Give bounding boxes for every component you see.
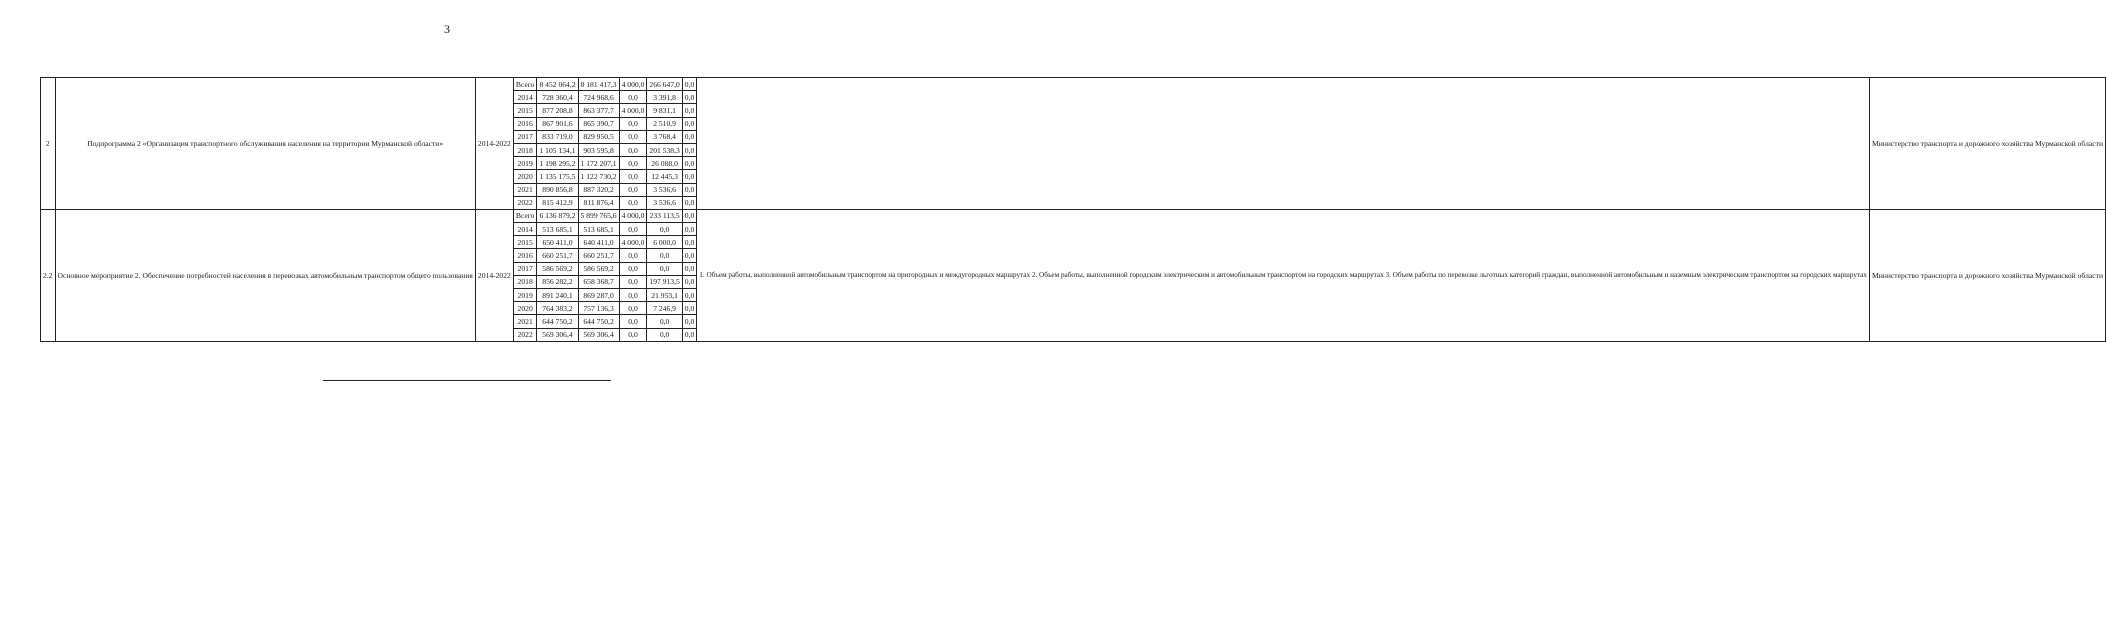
cell-amount: 201 538,3 <box>647 143 682 156</box>
cell-amount: 0,0 <box>682 236 697 249</box>
cell-amount: 6 000,0 <box>647 236 682 249</box>
cell-amount: 891 240,1 <box>537 289 578 302</box>
cell-amount: 0,0 <box>619 183 647 196</box>
cell-responsible: Министерство транспорта и дорожного хозяйства Мурманской области <box>1869 78 2105 210</box>
cell-amount: 728 360,4 <box>537 91 578 104</box>
cell-amount: 1 135 175,5 <box>537 170 578 183</box>
cell-name: Подпрограмма 2 «Организация транспортного обслуживания населения на территории Мурманской области» <box>55 78 475 210</box>
cell-amount: 4 000,0 <box>619 209 647 222</box>
cell-amount: 8 452 064,2 <box>537 78 578 91</box>
cell-responsible: Министерство транспорта и дорожного хозяйства Мурманской области <box>1869 209 2105 341</box>
cell-amount: 0,0 <box>619 249 647 262</box>
cell-amount: 21 953,1 <box>647 289 682 302</box>
cell-amount: 0,0 <box>682 130 697 143</box>
cell-num: 2.2 <box>41 209 56 341</box>
cell-amount: 0,0 <box>682 315 697 328</box>
cell-amount: 0,0 <box>647 249 682 262</box>
cell-amount: 644 750,2 <box>537 315 578 328</box>
cell-amount: 569 306,4 <box>578 328 619 341</box>
cell-amount: 0,0 <box>619 170 647 183</box>
cell-amount: 0,0 <box>682 223 697 236</box>
cell-amount: 6 136 879,2 <box>537 209 578 222</box>
cell-year: 2015 <box>513 104 537 117</box>
cell-amount: 0,0 <box>619 196 647 209</box>
cell-amount: 7 246,9 <box>647 302 682 315</box>
budget-table <box>40 77 2106 342</box>
cell-year: 2019 <box>513 157 537 170</box>
cell-amount: 0,0 <box>682 183 697 196</box>
cell-amount: 0,0 <box>682 302 697 315</box>
cell-amount: 0,0 <box>682 143 697 156</box>
cell-amount: 890 856,8 <box>537 183 578 196</box>
cell-amount: 869 287,0 <box>578 289 619 302</box>
cell-amount: 0,0 <box>619 117 647 130</box>
cell-amount: 2 510,9 <box>647 117 682 130</box>
cell-amount: 660 251,7 <box>537 249 578 262</box>
cell-amount: 1 105 134,1 <box>537 143 578 156</box>
cell-amount: 1 122 730,2 <box>578 170 619 183</box>
cell-amount: 0,0 <box>619 130 647 143</box>
cell-amount: 877 208,8 <box>537 104 578 117</box>
cell-period: 2014-2022 <box>475 78 513 210</box>
cell-year: 2016 <box>513 249 537 262</box>
cell-amount: 12 445,3 <box>647 170 682 183</box>
table-row <box>41 78 2106 91</box>
cell-amount: 266 647,0 <box>647 78 682 91</box>
cell-amount: 0,0 <box>619 328 647 341</box>
cell-amount: 0,0 <box>619 315 647 328</box>
cell-amount: 856 282,2 <box>537 275 578 288</box>
cell-num: 2 <box>41 78 56 210</box>
cell-amount: 5 899 765,6 <box>578 209 619 222</box>
cell-year: 2017 <box>513 262 537 275</box>
cell-amount: 863 377,7 <box>578 104 619 117</box>
cell-amount: 0,0 <box>647 262 682 275</box>
cell-amount: 865 390,7 <box>578 117 619 130</box>
cell-amount: 0,0 <box>682 275 697 288</box>
cell-amount: 586 569,2 <box>537 262 578 275</box>
cell-amount: 0,0 <box>619 275 647 288</box>
cell-amount: 0,0 <box>682 249 697 262</box>
cell-amount: 4 000,0 <box>619 236 647 249</box>
cell-amount: 658 368,7 <box>578 275 619 288</box>
page-number: 3 <box>444 22 450 36</box>
cell-amount: 903 595,8 <box>578 143 619 156</box>
cell-amount: 0,0 <box>682 78 697 91</box>
cell-amount: 0,0 <box>682 157 697 170</box>
cell-year: 2021 <box>513 315 537 328</box>
cell-amount: 660 251,7 <box>578 249 619 262</box>
cell-amount: 0,0 <box>647 328 682 341</box>
cell-name: Основное мероприятие 2. Обеспечение потребностей населения в перевозках автомобильным транспортом общего пользования <box>55 209 475 341</box>
cell-year: 2015 <box>513 236 537 249</box>
cell-amount: 764 383,2 <box>537 302 578 315</box>
cell-amount: 4 000,0 <box>619 104 647 117</box>
cell-amount: 0,0 <box>647 223 682 236</box>
cell-amount: 26 088,0 <box>647 157 682 170</box>
cell-amount: 3 768,4 <box>647 130 682 143</box>
cell-amount: 1 172 207,1 <box>578 157 619 170</box>
cell-amount: 0,0 <box>619 289 647 302</box>
cell-amount: 0,0 <box>619 302 647 315</box>
cell-year: Всего <box>513 209 537 222</box>
cell-amount: 640 411,0 <box>578 236 619 249</box>
cell-year: 2014 <box>513 223 537 236</box>
cell-amount: 0,0 <box>682 328 697 341</box>
cell-amount: 3 536,6 <box>647 196 682 209</box>
cell-amount: 887 320,2 <box>578 183 619 196</box>
cell-year: 2022 <box>513 328 537 341</box>
cell-amount: 811 876,4 <box>578 196 619 209</box>
cell-amount: 0,0 <box>682 196 697 209</box>
cell-amount: 829 950,5 <box>578 130 619 143</box>
cell-amount: 0,0 <box>619 262 647 275</box>
cell-amount: 0,0 <box>619 223 647 236</box>
cell-year: Всего <box>513 78 537 91</box>
cell-amount: 9 831,1 <box>647 104 682 117</box>
table-body <box>41 78 2106 342</box>
cell-amount: 0,0 <box>682 91 697 104</box>
cell-amount: 650 411,0 <box>537 236 578 249</box>
cell-amount: 233 113,5 <box>647 209 682 222</box>
cell-amount: 0,0 <box>682 117 697 130</box>
cell-year: 2018 <box>513 275 537 288</box>
cell-period: 2014-2022 <box>475 209 513 341</box>
end-rule <box>323 380 611 381</box>
cell-amount: 3 391,8 <box>647 91 682 104</box>
cell-indicators <box>697 78 1870 210</box>
cell-amount: 0,0 <box>647 315 682 328</box>
cell-year: 2020 <box>513 302 537 315</box>
cell-year: 2021 <box>513 183 537 196</box>
cell-amount: 815 412,9 <box>537 196 578 209</box>
cell-amount: 0,0 <box>619 143 647 156</box>
cell-amount: 644 750,2 <box>578 315 619 328</box>
cell-year: 2016 <box>513 117 537 130</box>
cell-year: 2018 <box>513 143 537 156</box>
cell-year: 2014 <box>513 91 537 104</box>
cell-year: 2022 <box>513 196 537 209</box>
cell-amount: 757 136,3 <box>578 302 619 315</box>
table-row <box>41 209 2106 222</box>
cell-amount: 8 181 417,3 <box>578 78 619 91</box>
cell-amount: 0,0 <box>619 157 647 170</box>
cell-amount: 0,0 <box>682 262 697 275</box>
cell-indicators: 1. Объем работы, выполненной автомобильным транспортом на пригородных и междугородных маршрутах 2. Объем работы, выполненной городским электрическим и автомобильным транспортом на городских маршрутах 3. Объем работы по перевозке льготных категорий граждан, выполненной автомобильным и наземным электрическим транспортом на городских маршрутах <box>697 209 1870 341</box>
cell-amount: 867 901,6 <box>537 117 578 130</box>
cell-year: 2019 <box>513 289 537 302</box>
cell-amount: 569 306,4 <box>537 328 578 341</box>
cell-amount: 513 685,1 <box>537 223 578 236</box>
cell-year: 2017 <box>513 130 537 143</box>
cell-amount: 0,0 <box>682 170 697 183</box>
cell-amount: 4 000,0 <box>619 78 647 91</box>
cell-amount: 0,0 <box>682 289 697 302</box>
cell-amount: 724 968,6 <box>578 91 619 104</box>
cell-amount: 3 536,6 <box>647 183 682 196</box>
cell-amount: 0,0 <box>682 209 697 222</box>
cell-amount: 0,0 <box>619 91 647 104</box>
cell-amount: 833 719,0 <box>537 130 578 143</box>
cell-amount: 586 569,2 <box>578 262 619 275</box>
cell-amount: 1 198 295,2 <box>537 157 578 170</box>
cell-amount: 513 685,1 <box>578 223 619 236</box>
cell-amount: 197 913,5 <box>647 275 682 288</box>
cell-year: 2020 <box>513 170 537 183</box>
cell-amount: 0,0 <box>682 104 697 117</box>
